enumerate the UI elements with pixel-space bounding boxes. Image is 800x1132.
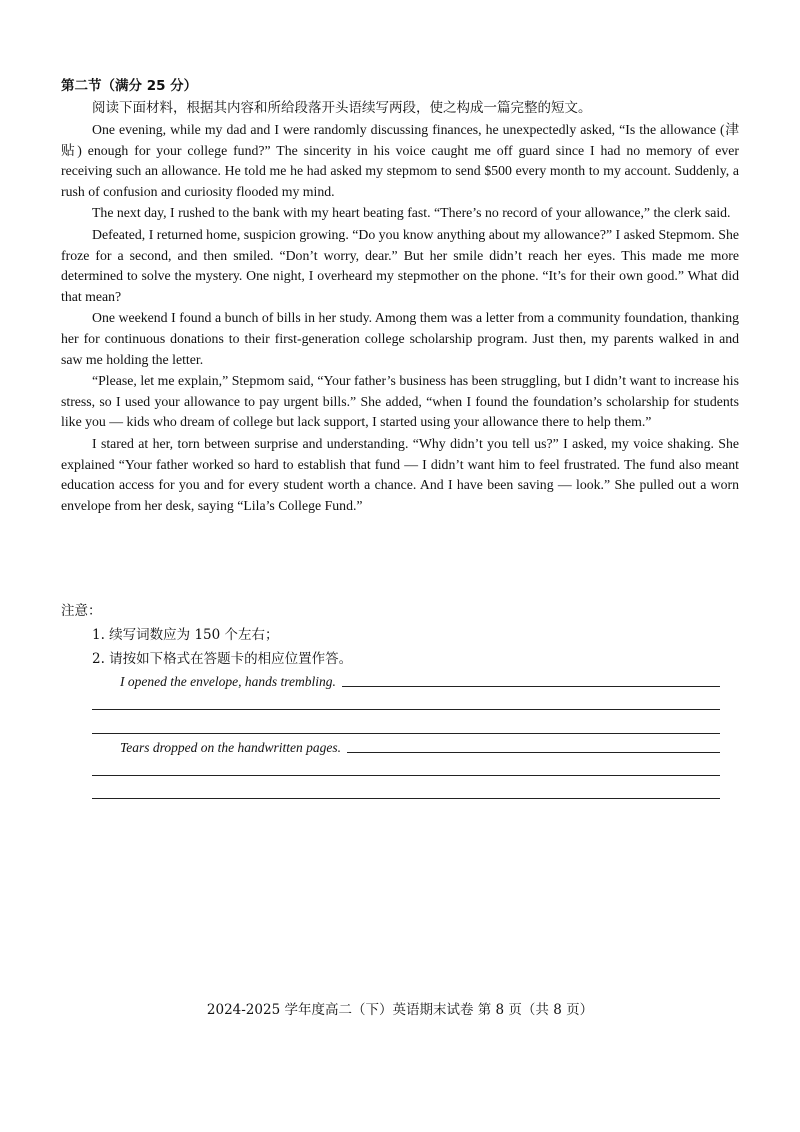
prompt-opening-sentence-1: I opened the envelope, hands trembling.: [120, 674, 336, 689]
answer-line[interactable]: [92, 709, 720, 710]
notes-title: 注意：: [61, 603, 102, 619]
note-item-word-count: 1. 续写词数应为 150 个左右；: [92, 627, 279, 643]
answer-prompt-1: [92, 670, 720, 690]
passage-paragraph: The next day, I rushed to the bank with my heart beating fast. “There’s no record of your allowance,” the clerk said.: [92, 205, 731, 221]
answer-line[interactable]: [347, 752, 720, 753]
passage-paragraph: I stared at her, torn between surprise and understanding. “Why didn’t you tell us?” I asked, my voice shaking. She explained “Your father worked so hard to establish that fund — I didn’t want him to feel frustrated. The fund also meant education access for you and for every student worth a chance. And I have been saving — look.” She pulled out a worn envelope from her desk, saying “Lila’s College Fund.”: [61, 435, 739, 513]
passage-paragraph: One weekend I found a bunch of bills in her study. Among them was a letter from a community foundation, thanking her for continuous donations to their first-generation college scholarship program. Just then, my parents walked in and saw me holding the letter.: [61, 310, 739, 367]
answer-line[interactable]: [342, 686, 720, 687]
instruction-text: 阅读下面材料，根据其内容和所给段落开头语续写两段，使之构成一篇完整的短文。: [92, 100, 592, 116]
note-item-format: 2. 请按如下格式在答题卡的相应位置作答。: [92, 651, 353, 667]
section-title: 第二节（满分 25 分）: [61, 78, 198, 94]
passage-paragraph: Defeated, I returned home, suspicion growing. “Do you know anything about my allowance?” I asked Stepmom. She froze for a second, and then smiled. “Don’t worry, dear.” But her smile didn’t reach her eyes. This made me more determined to solve the mystery. One night, I overheard my stepmother on the phone. “It’s for their own good.” What did that mean?: [61, 226, 739, 304]
page-footer: 2024-2025 学年度高二（下）英语期末试卷 第 8 页（共 8 页）: [206, 1002, 594, 1018]
answer-line[interactable]: [92, 775, 720, 776]
answer-prompt-2: [92, 736, 720, 756]
passage-paragraph: One evening, while my dad and I were randomly discussing finances, he unexpectedly asked, “Is the allowance (津贴) enough for your college fund?” The sincerity in his voice caught me off guard since I had no memory of ever receiving such an allowance. He told me he had asked my stepmom to send $500 every month to my account. Suddenly, a rush of confusion and curiosity flooded my mind.: [61, 122, 739, 199]
reading-passage: [61, 120, 739, 517]
prompt-opening-sentence-2: Tears dropped on the handwritten pages.: [120, 740, 342, 755]
answer-line[interactable]: [92, 798, 720, 799]
passage-paragraph: “Please, let me explain,” Stepmom said, “Your father’s business has been struggling, but I didn’t want to increase his stress, so I used your allowance to pay urgent bills.” She added, “when I found the foundation’s scholarship for students like you — kids who dream of college but lack support, I started using your allowance there to help them.”: [61, 373, 739, 430]
answer-line[interactable]: [92, 733, 720, 734]
